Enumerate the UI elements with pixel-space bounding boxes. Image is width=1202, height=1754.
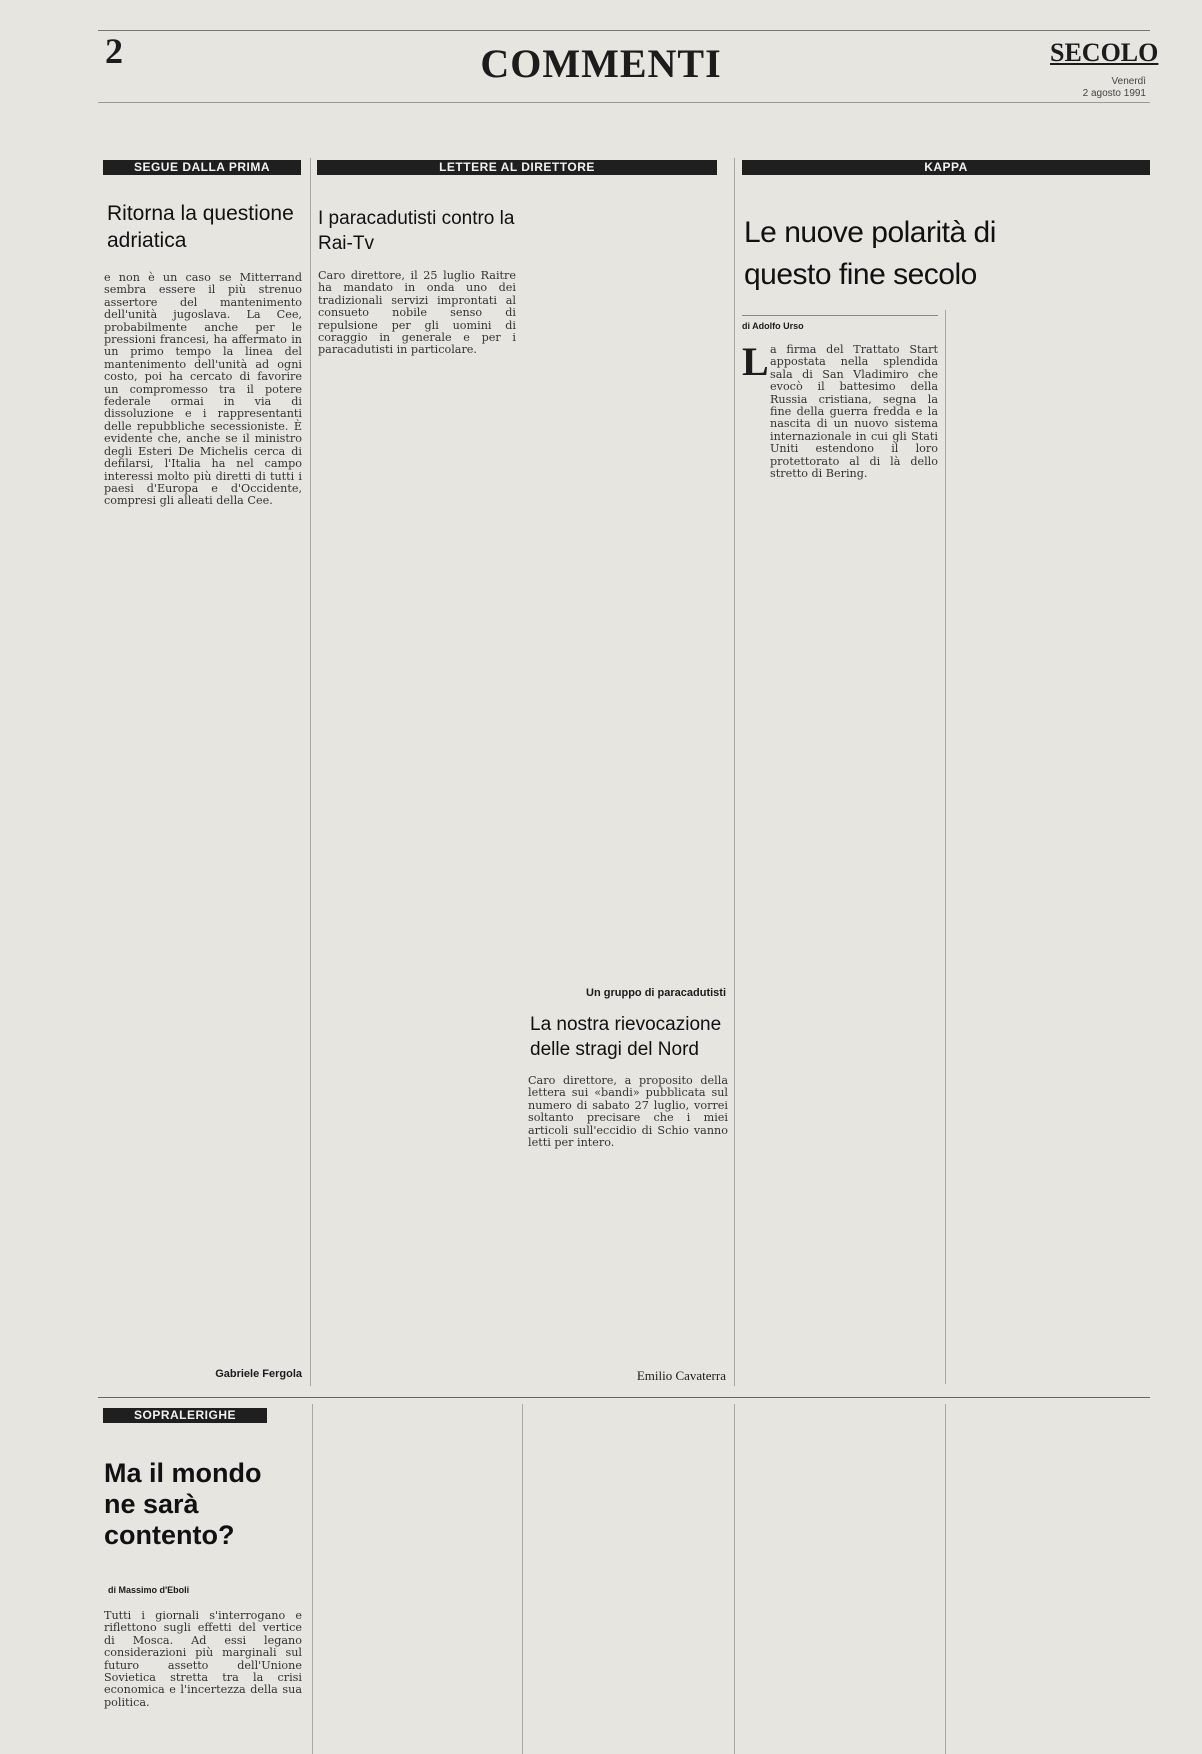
article-polarita-lead	[770, 343, 938, 481]
letter-paracadutisti	[318, 270, 516, 1382]
signature-cavaterra: Emilio Cavaterra	[636, 1368, 726, 1383]
byline-rule	[742, 315, 938, 316]
article-mondo-col5	[953, 1406, 1149, 1754]
column-rule	[734, 1404, 735, 1754]
signature-paracadutisti: Un gruppo di paracadutisti	[586, 987, 726, 999]
article-adriatica	[104, 272, 302, 1340]
section-title: COMMENTI	[480, 41, 722, 86]
article-mondo-body: Tutti i giornali s'interrogano e riflettono sugli effetti del vertice di Mosca. Ad essi legano considerazioni più marginali sul futuro assetto dell'Unione Sovietica stretta tra la crisi economica e l'incertezza della sua politica.	[104, 1609, 302, 1709]
headline-stragi: La nostra rievocazione delle stragi del Nord	[530, 1014, 722, 1060]
bottom-divider	[98, 1397, 1150, 1398]
byline-urso: di Adolfo Urso	[742, 321, 804, 331]
dateline	[1060, 76, 1146, 100]
article-polarita-cont	[953, 312, 1149, 1386]
column-rule	[734, 158, 735, 1386]
headline-paracadutisti: I paracadutisti contro la Rai-Tv	[318, 208, 515, 254]
drop-cap: L	[742, 339, 769, 384]
headline-adriatica: Ritorna la questione adriatica	[107, 202, 294, 252]
column-rule	[312, 1404, 313, 1754]
kicker-sopralerighe: SOPRALERIGHE	[103, 1408, 267, 1423]
byline-deboli: di Massimo d'Eboli	[108, 1585, 190, 1595]
article-adriatica-body: e non è un caso se Mitterrand sembra essere il più strenuo assertore del mantenimento dell'unità jugoslava. La Cee, probabilmente anche per le pressioni francesi, ha affermato in un primo tempo la linea del mantenimento dell'unità ad ogni costo, poi ha cercato di favorire un compromesso tra il potere federale ormai in via di dissoluzione e i rappresentanti delle repubbliche secessioniste. È evidente che, anche se il ministro degli Esteri De Michelis cerca di defilarsi, l'Italia ha nel campo interessi molto più diretti di tutti i paesi d'Europa e d'Occidente, compresi gli alleati della Cee.	[104, 271, 302, 508]
article-polarita-body: a firma del Trattato Start appostata nella splendida sala di San Vladimiro che evocò il battesimo della Russia cristiana, segna la fine della guerra fredda e la nascita di un nuovo sistema internazionale in cui gli Stati Uniti estendono il loro protettorato al di là dello stretto di Bering.	[770, 343, 938, 481]
headline-polarita: Le nuove polarità di questo fine secolo	[744, 216, 996, 291]
kicker-segue: SEGUE DALLA PRIMA	[103, 160, 301, 175]
letter-stragi	[528, 1075, 728, 1361]
article-mondo-col2	[318, 1406, 516, 1754]
masthead: SECOLO	[1050, 38, 1159, 67]
column-rule	[310, 158, 311, 1386]
letter-paracadutisti-cont	[528, 176, 728, 984]
column-rule	[522, 1404, 523, 1754]
kicker-lettere: LETTERE AL DIRETTORE	[317, 160, 717, 175]
date-day: Venerdì	[1111, 76, 1146, 87]
article-mondo-col4	[742, 1406, 938, 1754]
article-mondo-col3	[528, 1406, 728, 1754]
article-polarita	[742, 386, 938, 1384]
date-full: 2 agosto 1991	[1082, 88, 1146, 99]
headline-mondo: Ma il mondo ne sarà contento?	[104, 1458, 262, 1550]
letter-stragi-body: Caro direttore, a proposito della lettera sui «bandi» pubblicata sul numero di sabato 27 luglio, vorrei soltanto precisare che i miei articoli sull'eccidio di Schio vanno letti per intero.	[528, 1074, 728, 1150]
kicker-kappa: KAPPA	[742, 160, 1150, 175]
signature-fergola: Gabriele Fergola	[215, 1368, 302, 1380]
page-number: 2	[105, 31, 123, 71]
article-mondo-lead	[104, 1610, 302, 1752]
column-rule	[945, 310, 946, 1384]
top-rule	[98, 30, 1150, 31]
header-rule	[98, 102, 1150, 103]
letter-paracadutisti-body: Caro direttore, il 25 luglio Raitre ha mandato in onda uno dei tradizionali servizi improntati al consueto nobile senso di repulsione per gli uomini di coraggio in generale e per i paracadutisti in particolare.	[318, 269, 516, 357]
column-rule	[945, 1404, 946, 1754]
